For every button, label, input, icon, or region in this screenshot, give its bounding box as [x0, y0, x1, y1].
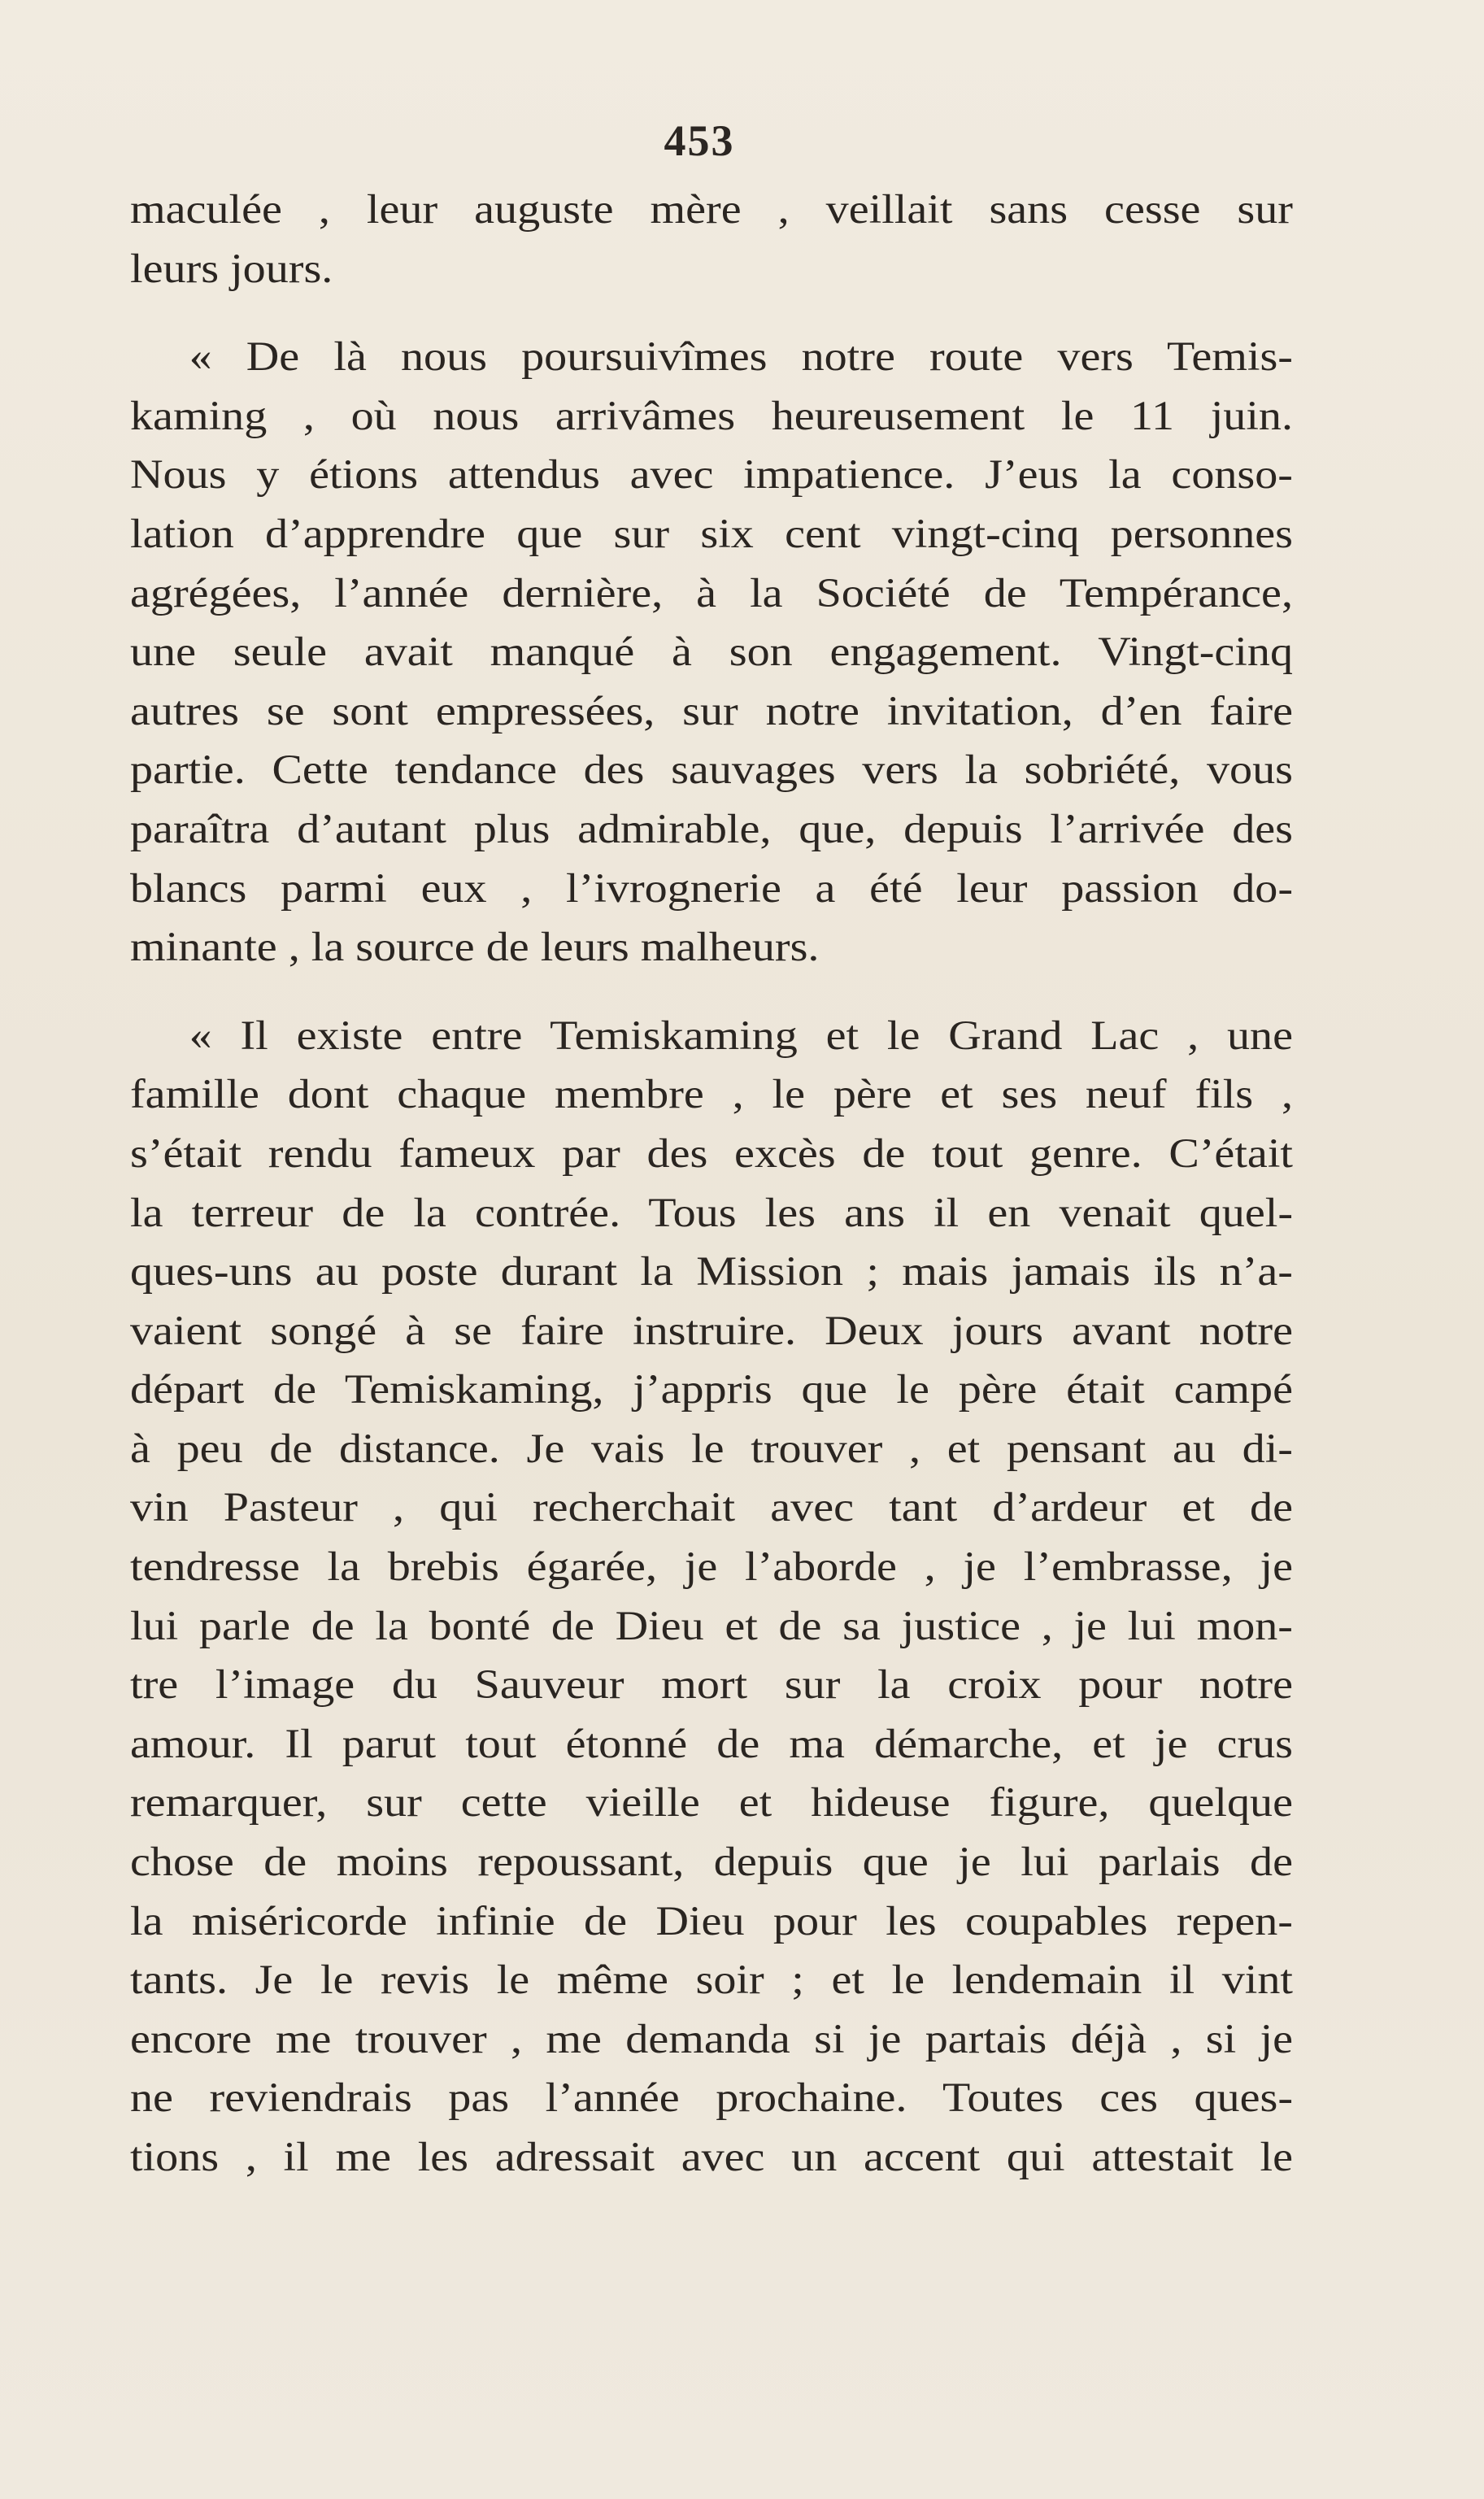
body-text	[130, 181, 1293, 2188]
text-line: « De là nous poursuivîmes notre route vers Temis-	[189, 334, 1294, 381]
paragraph-3	[130, 1007, 1293, 2188]
text-line: famille dont chaque membre , le père et ses neuf fils ,	[130, 1072, 1293, 1118]
text-line: encore me trouver , me demanda si je partais déjà , si je	[130, 2016, 1293, 2062]
text-line: tendresse la brebis égarée, je l’aborde , je l’embrasse, je	[130, 1544, 1293, 1591]
text-line: vaient songé à se faire instruire. Deux jours avant notre	[130, 1308, 1293, 1354]
text-line: départ de Temiskaming, j’appris que le père était campé	[130, 1367, 1293, 1413]
text-line: lation d’apprendre que sur six cent vingt-cinq personnes	[130, 511, 1293, 557]
text-line: paraîtra d’autant plus admirable, que, depuis l’arrivée des	[130, 806, 1293, 852]
text-line: ques-uns au poste durant la Mission ; mais jamais ils n’a-	[130, 1249, 1293, 1295]
text-line: à peu de distance. Je vais le trouver , et pensant au di-	[130, 1426, 1293, 1472]
text-line: tre l’image du Sauveur mort sur la croix pour notre	[130, 1662, 1293, 1709]
text-line: tants. Je le revis le même soir ; et le lendemain il vint	[130, 1957, 1293, 2004]
text-line: la terreur de la contrée. Tous les ans il en venait quel-	[130, 1190, 1293, 1236]
text-line: « Il existe entre Temiskaming et le Grand Lac , une	[189, 1012, 1294, 1059]
text-line: kaming , où nous arrivâmes heureusement le 11 juin.	[130, 393, 1293, 439]
text-line: minante , la source de leurs malheurs.	[130, 925, 820, 971]
paragraph-1	[130, 181, 1293, 298]
text-line: autres se sont empressées, sur notre invitation, d’en faire	[130, 688, 1293, 734]
text-line: la miséricorde infinie de Dieu pour les coupables repen-	[130, 1898, 1293, 1944]
text-line: chose de moins repoussant, depuis que je lui parlais de	[130, 1839, 1293, 1886]
text-line: une seule avait manqué à son engagement. Vingt-cinq	[130, 629, 1293, 676]
text-line: blancs parmi eux , l’ivrognerie a été leur passion do-	[130, 865, 1293, 912]
text-line: Nous y étions attendus avec impatience. J’eus la conso-	[130, 452, 1293, 498]
text-line: lui parle de la bonté de Dieu et de sa justice , je lui mon-	[130, 1603, 1293, 1649]
text-line: s’était rendu fameux par des excès de tout genre. C’était	[130, 1130, 1293, 1177]
text-line: maculée , leur auguste mère , veillait sans cesse sur	[130, 187, 1293, 233]
paragraph-2	[130, 328, 1293, 977]
text-line: tions , il me les adressait avec un accent qui attestait le	[130, 2135, 1293, 2180]
text-line: ne reviendrais pas l’année prochaine. Toutes ces ques-	[130, 2075, 1293, 2122]
text-line: leurs jours.	[130, 246, 333, 292]
text-line: vin Pasteur , qui recherchait avec tant d’ardeur et de	[130, 1485, 1293, 1531]
text-line: amour. Il parut tout étonné de ma démarche, et je crus	[130, 1721, 1293, 1767]
text-line: agrégées, l’année dernière, à la Société de Tempérance,	[130, 570, 1293, 616]
text-line: remarquer, sur cette vieille et hideuse figure, quelque	[130, 1780, 1293, 1826]
page-number: 453	[664, 116, 735, 165]
text-line: partie. Cette tendance des sauvages vers la sobriété, vous	[130, 747, 1293, 794]
